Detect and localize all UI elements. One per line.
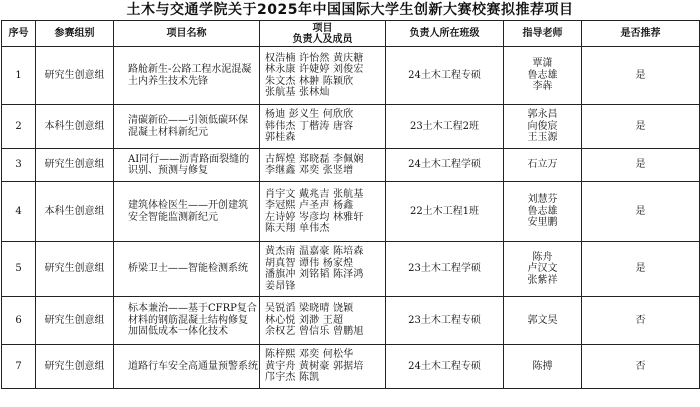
seq-text: 7 bbox=[15, 360, 22, 372]
cell-project-name bbox=[114, 149, 260, 182]
project-name-line: 标本兼治——基于CFRP复合 bbox=[128, 303, 257, 315]
members-line: 古辉煌 郑晓磊 李佩娴 bbox=[265, 153, 364, 165]
group-text: 研究生创意组 bbox=[44, 314, 105, 326]
advisor-line: 鲁志雄 bbox=[527, 205, 558, 217]
cell-seq bbox=[2, 297, 36, 345]
cell-class bbox=[386, 297, 504, 345]
recommend-text: 是 bbox=[635, 205, 646, 217]
group-text: 研究生创意组 bbox=[44, 263, 105, 275]
cell-recommend bbox=[582, 242, 700, 297]
cell-class bbox=[386, 345, 504, 389]
table-header-row bbox=[2, 21, 700, 47]
recommend-text: 否 bbox=[635, 360, 646, 372]
members-line: 李冠熙 卢圣声 杨鑫 bbox=[265, 200, 354, 211]
cell-seq bbox=[2, 105, 36, 149]
advisor-line: 卢汉文 bbox=[527, 263, 558, 275]
advisor-line: 李犇 bbox=[532, 81, 553, 93]
members-line: 林心悦 刘渺 王超 bbox=[265, 314, 344, 326]
group-text: 研究生创意组 bbox=[44, 69, 105, 81]
header-members-line1: 项目 bbox=[312, 22, 333, 34]
cell-advisor bbox=[504, 242, 582, 297]
members-line: 李继鑫 邓奕 张竖增 bbox=[265, 165, 354, 176]
cell-advisor bbox=[504, 182, 582, 242]
cell-recommend bbox=[582, 345, 700, 389]
group-text: 本科生创意组 bbox=[44, 120, 105, 132]
project-name-line: 土内养生技术先锋 bbox=[128, 75, 208, 87]
members-line: 左诗婷 岑彦均 林雅轩 bbox=[265, 211, 364, 223]
members-line: 杨迪 彭义生 何欣欣 bbox=[265, 109, 354, 121]
cell-class bbox=[386, 182, 504, 242]
cell-project-name bbox=[114, 47, 260, 105]
cell-class bbox=[386, 105, 504, 149]
members-line: 朱文杰 林翀 陈颖欣 bbox=[265, 75, 354, 87]
advisor-line: 向俊宸 bbox=[527, 120, 558, 132]
cell-class bbox=[386, 242, 504, 297]
cell-advisor bbox=[504, 149, 582, 182]
header-recommend: 是否推荐 bbox=[582, 21, 700, 47]
table-body bbox=[2, 47, 700, 389]
table-row bbox=[2, 345, 700, 389]
cell-members bbox=[260, 47, 386, 105]
advisor-line: 安里鹏 bbox=[527, 217, 558, 229]
seq-text: 6 bbox=[15, 314, 22, 326]
header-name: 项目名称 bbox=[114, 21, 260, 47]
cell-project-name bbox=[114, 345, 260, 389]
cell-group bbox=[36, 345, 114, 389]
seq-text: 3 bbox=[15, 159, 22, 171]
seq-text: 2 bbox=[15, 120, 22, 132]
members-line: 陈天翔 单伟杰 bbox=[265, 223, 330, 234]
project-name-line: 清碳新砼——引领低碳环保 bbox=[128, 115, 248, 126]
advisor-line: 郭文昊 bbox=[527, 314, 558, 326]
group-text: 研究生创意组 bbox=[44, 159, 105, 171]
seq-text: 1 bbox=[15, 69, 22, 81]
members-line: 权浩楠 许怡然 黄庆糖 bbox=[265, 52, 364, 64]
cell-recommend bbox=[582, 182, 700, 242]
cell-seq bbox=[2, 242, 36, 297]
cell-advisor bbox=[504, 105, 582, 149]
cell-project-name bbox=[114, 297, 260, 345]
cell-class bbox=[386, 47, 504, 105]
cell-seq bbox=[2, 182, 36, 242]
seq-text: 5 bbox=[15, 263, 22, 275]
members-line: 黄杰南 温嘉豪 陈培森 bbox=[265, 246, 364, 257]
members-line: 肖宇文 戴兆吉 张航基 bbox=[265, 188, 364, 200]
table-row bbox=[2, 47, 700, 105]
members-line: 邝宇杰 陈凯 bbox=[265, 372, 320, 384]
cell-project-name bbox=[114, 182, 260, 242]
cell-recommend bbox=[582, 47, 700, 105]
advisor-line: 石立万 bbox=[527, 159, 558, 171]
members-line: 韩伟杰 丁楷涛 唐容 bbox=[265, 120, 354, 132]
cell-members bbox=[260, 105, 386, 149]
cell-members bbox=[260, 242, 386, 297]
seq-text: 4 bbox=[15, 205, 22, 217]
advisor-line: 陈搏 bbox=[532, 360, 553, 372]
cell-seq bbox=[2, 47, 36, 105]
members-line: 张航基 张林灿 bbox=[265, 87, 330, 98]
members-line: 潘旗冲 刘铭韬 陈泽鸿 bbox=[265, 269, 364, 280]
table-row bbox=[2, 105, 700, 149]
recommendation-table bbox=[1, 20, 700, 389]
members-line: 吴锐滔 梁晓晴 饶颖 bbox=[265, 303, 354, 315]
advisor-line: 张紫祥 bbox=[527, 274, 558, 286]
project-name-line: 建筑体检医生——开创建筑 bbox=[128, 200, 248, 211]
recommend-text: 是 bbox=[635, 159, 646, 171]
cell-recommend bbox=[582, 297, 700, 345]
cell-advisor bbox=[504, 345, 582, 389]
project-name-line: 加固低成本一体化技术 bbox=[128, 326, 228, 338]
recommend-text: 否 bbox=[635, 314, 646, 326]
header-members bbox=[260, 21, 386, 47]
cell-group bbox=[36, 149, 114, 182]
cell-project-name bbox=[114, 105, 260, 149]
cell-group bbox=[36, 182, 114, 242]
class-text: 23土木工程专硕 bbox=[408, 314, 481, 326]
class-text: 23土木工程2班 bbox=[409, 120, 480, 132]
project-name-line: 路舱新生-公路工程水泥混凝 bbox=[128, 64, 252, 75]
cell-advisor bbox=[504, 297, 582, 345]
project-name-line: 桥梁卫士——智能检测系统 bbox=[128, 263, 248, 275]
class-text: 23土木工程学硕 bbox=[408, 263, 481, 275]
cell-seq bbox=[2, 149, 36, 182]
members-line: 余权艺 曾信乐 曾鹏旭 bbox=[265, 326, 364, 338]
advisor-line: 陈舟 bbox=[532, 251, 553, 263]
cell-group bbox=[36, 297, 114, 345]
project-name-line: AI同行——沥青路面裂缝的 bbox=[128, 153, 250, 165]
cell-class bbox=[386, 149, 504, 182]
advisor-line: 覃潇 bbox=[532, 58, 553, 70]
members-line: 林永康 许婕婷 刘俊宏 bbox=[265, 64, 364, 75]
cell-recommend bbox=[582, 149, 700, 182]
cell-recommend bbox=[582, 105, 700, 149]
table-row bbox=[2, 182, 700, 242]
table-row bbox=[2, 242, 700, 297]
cell-group bbox=[36, 47, 114, 105]
class-text: 24土木工程专硕 bbox=[408, 69, 481, 81]
header-seq: 序号 bbox=[2, 21, 36, 47]
header-members-line2: 负责人及成员 bbox=[292, 33, 353, 45]
cell-members bbox=[260, 149, 386, 182]
members-line: 陈梓熙 邓奕 何松华 bbox=[265, 349, 354, 361]
cell-members bbox=[260, 182, 386, 242]
header-group: 参赛组别 bbox=[36, 21, 114, 47]
header-class: 负责人所在班级 bbox=[386, 21, 504, 47]
recommend-text: 是 bbox=[635, 69, 646, 81]
project-name-line: 材料的钢筋混凝土结构修复 bbox=[128, 314, 248, 326]
cell-members bbox=[260, 345, 386, 389]
members-line: 黄宇舟 黄树豪 郭据培 bbox=[265, 360, 364, 372]
table-row bbox=[2, 149, 700, 182]
class-text: 24土木工程学硕 bbox=[408, 159, 481, 171]
members-line: 姜昂锋 bbox=[265, 280, 296, 292]
document-title: 土木与交通学院关于2025年中国国际大学生创新大赛校赛拟推荐项目 bbox=[126, 2, 574, 18]
cell-seq bbox=[2, 345, 36, 389]
members-line: 郭桂森 bbox=[265, 132, 296, 144]
advisor-line: 王玉源 bbox=[527, 132, 558, 144]
cell-group bbox=[36, 105, 114, 149]
cell-project-name bbox=[114, 242, 260, 297]
project-name-line: 安全智能监测新纪元 bbox=[128, 211, 218, 223]
class-text: 24土木工程专硕 bbox=[408, 360, 481, 372]
group-text: 本科生创意组 bbox=[44, 205, 105, 217]
cell-members bbox=[260, 297, 386, 345]
advisor-line: 郭永昌 bbox=[527, 109, 558, 121]
header-advisor: 指导老师 bbox=[504, 21, 582, 47]
table-row bbox=[2, 297, 700, 345]
advisor-line: 鲁志雄 bbox=[527, 69, 558, 81]
advisor-line: 刘慧芬 bbox=[527, 194, 558, 206]
members-line: 胡真智 谭伟 杨家煌 bbox=[265, 257, 354, 269]
cell-group bbox=[36, 242, 114, 297]
project-name-line: 混凝土材料新纪元 bbox=[128, 126, 208, 138]
class-text: 22土木工程1班 bbox=[409, 205, 480, 217]
recommend-text: 是 bbox=[635, 263, 646, 275]
project-name-line: 识别、预测与修复 bbox=[128, 165, 208, 176]
recommend-text: 是 bbox=[635, 120, 646, 132]
cell-advisor bbox=[504, 47, 582, 105]
group-text: 研究生创意组 bbox=[44, 360, 105, 372]
project-name-line: 道路行车安全高通量预警系统 bbox=[128, 360, 258, 372]
